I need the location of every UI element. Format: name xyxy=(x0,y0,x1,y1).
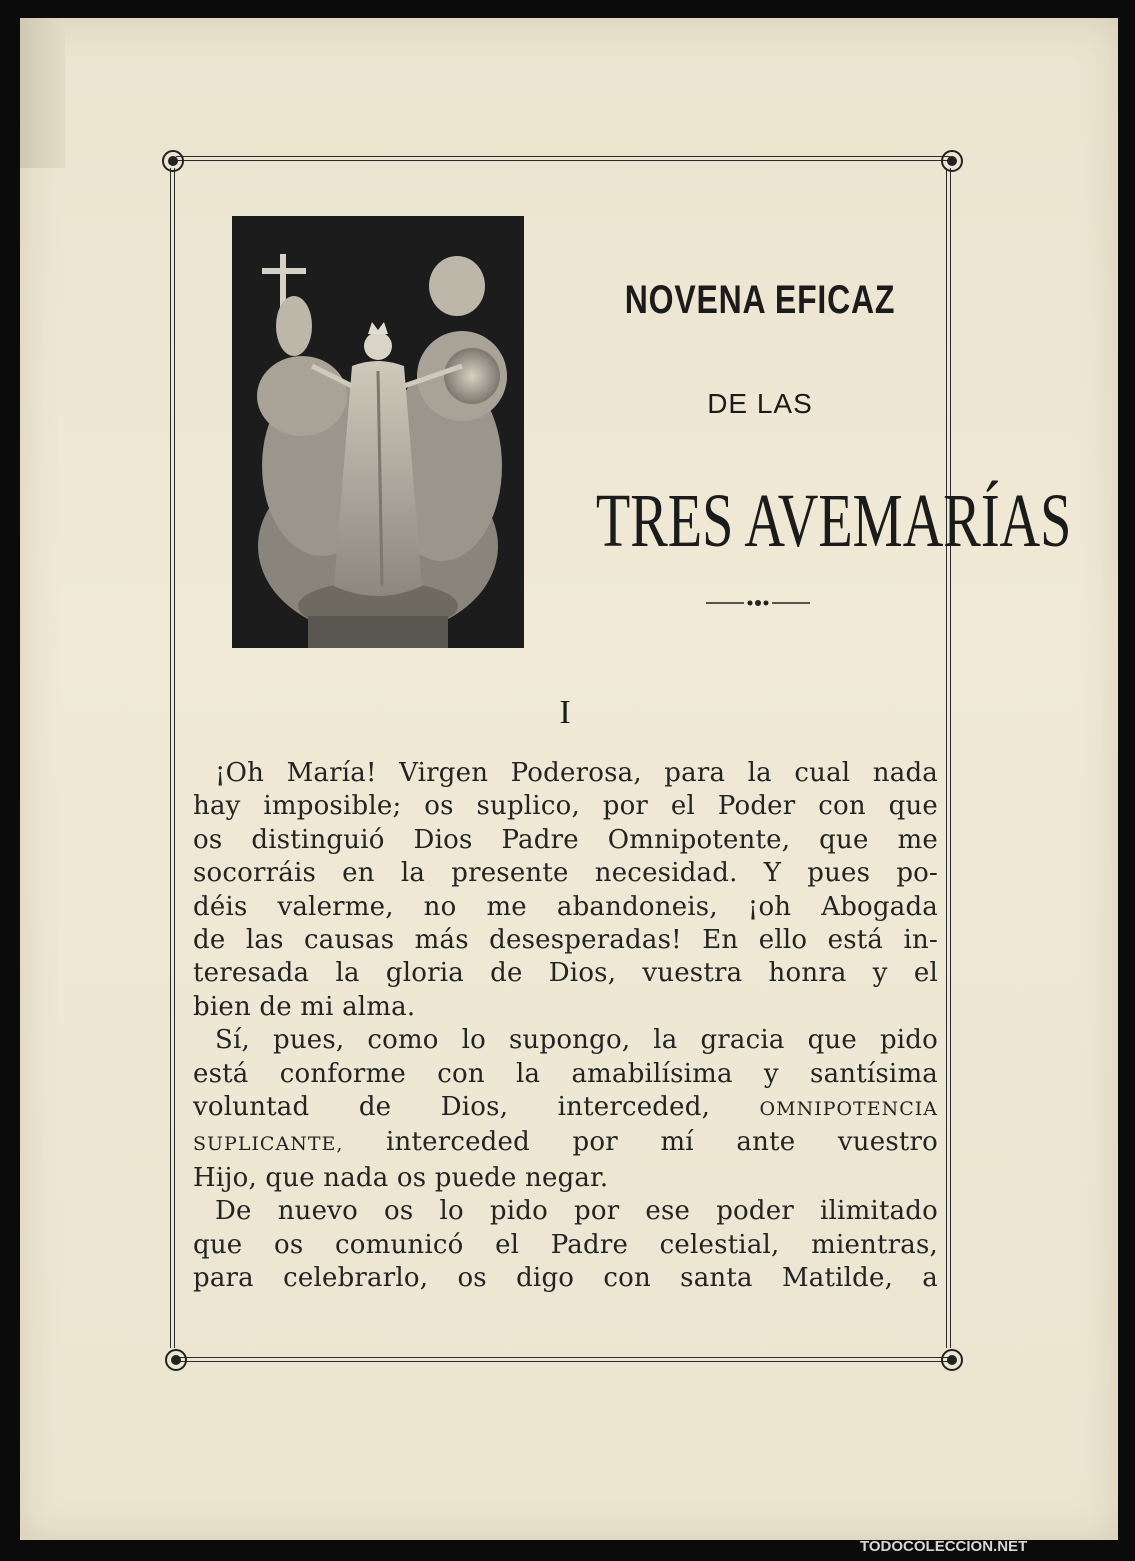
corner-ornament-icon xyxy=(162,150,184,172)
watermark-label: TODOCOLECCION.NET xyxy=(860,1538,1028,1555)
text-line: para celebrarlo, os digo con santa Matilde, a xyxy=(193,1263,938,1294)
frame-border-right xyxy=(946,168,951,1348)
text-line: que os comunicó el Padre celestial, mientras, xyxy=(193,1229,938,1260)
divider-ornament-icon xyxy=(706,596,810,610)
text-line: teresada la gloria de Dios, vuestra honra y el xyxy=(193,958,938,989)
corner-ornament-icon xyxy=(941,150,963,172)
statue-illustration xyxy=(232,216,524,648)
text-line: Sí, pues, como lo supongo, la gracia que pido xyxy=(215,1025,938,1056)
frame-border-top xyxy=(176,156,950,161)
torn-paper-edge xyxy=(20,18,65,168)
text-line: hay imposible; os suplico, por el Poder con que xyxy=(193,791,938,822)
frame-border-left xyxy=(170,168,175,1348)
text-line xyxy=(193,1126,938,1161)
section-number: I xyxy=(559,694,571,731)
smallcaps-suplicante: SUPLICANTE, xyxy=(193,1133,344,1156)
text-line: de las causas más desesperadas! En ello está in- xyxy=(193,925,938,956)
corner-ornament-icon xyxy=(165,1349,187,1371)
text-line: os distinguió Dios Padre Omnipotente, que me xyxy=(193,824,938,855)
corner-ornament-icon xyxy=(941,1349,963,1371)
smallcaps-omnipotencia: OMNIPOTENCIA xyxy=(759,1098,938,1121)
frame-border-bottom xyxy=(176,1357,950,1362)
text-line: bien de mi alma. xyxy=(193,991,416,1022)
prayer-text xyxy=(193,757,938,1296)
text-fragment: voluntad de Dios, interceded, xyxy=(193,1092,711,1123)
title-de-las: DE LAS xyxy=(707,388,813,419)
text-line: De nuevo os lo pido por ese poder ilimitado xyxy=(215,1196,938,1227)
title-tres-avemarias: TRES AVEMARÍAS xyxy=(595,479,1072,563)
title-novena-eficaz: NOVENA EFICAZ xyxy=(624,278,896,322)
text-fragment: interceded por mí ante vuestro xyxy=(386,1127,938,1158)
text-line: socorráis en la presente necesidad. Y pues po- xyxy=(193,858,938,889)
text-line: está conforme con la amabilísima y santísima xyxy=(193,1058,938,1089)
text-line: ¡Oh María! Virgen Poderosa, para la cual nada xyxy=(215,758,938,788)
text-line: Hijo, que nada os puede negar. xyxy=(193,1162,609,1193)
text-line xyxy=(193,1091,938,1126)
virgin-statue-photo xyxy=(232,216,524,648)
text-line: déis valerme, no me abandoneis, ¡oh Abogada xyxy=(193,891,938,922)
